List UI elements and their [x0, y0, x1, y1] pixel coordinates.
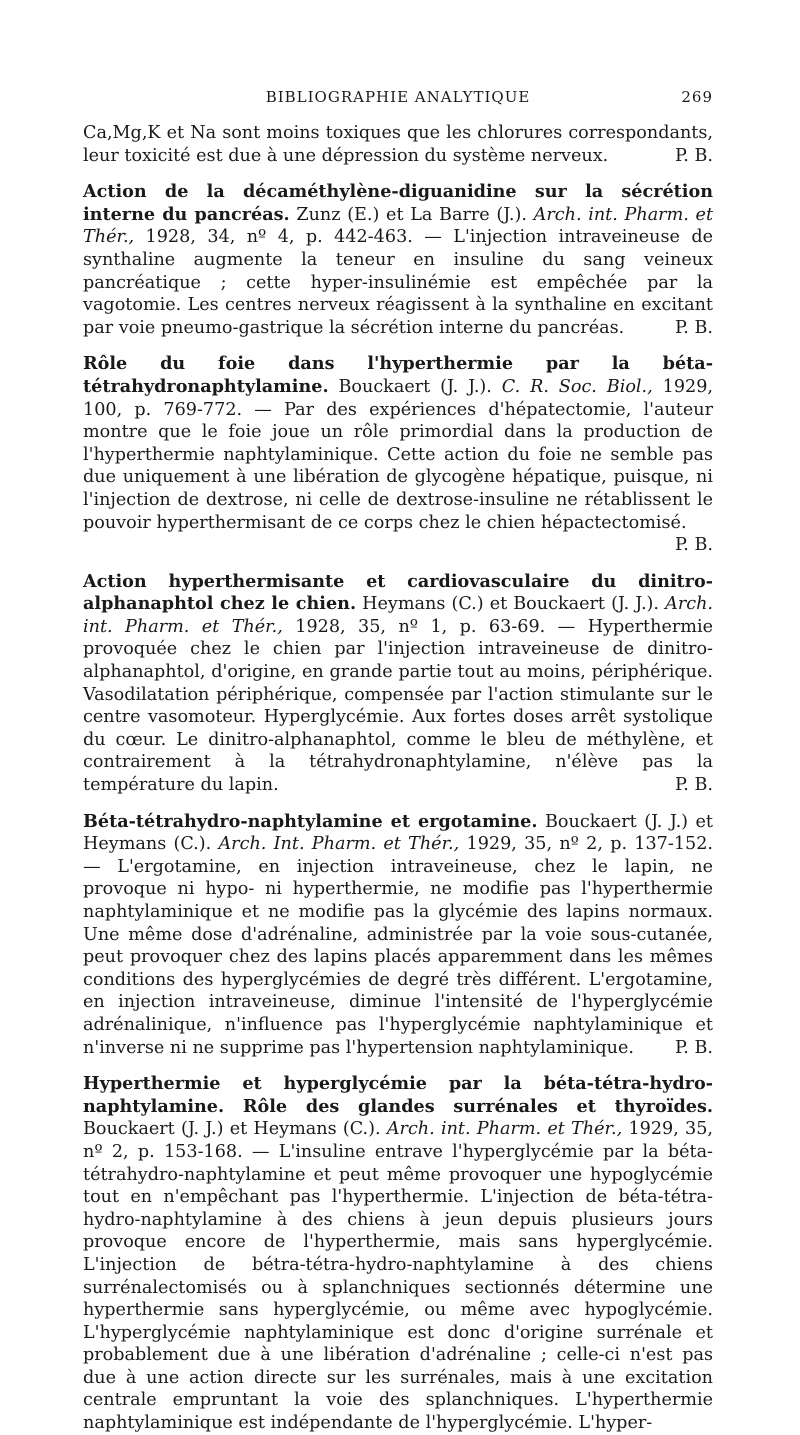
entry-authors: Zunz (E.) et La Barre (J.).: [296, 204, 527, 225]
entry-title: Action de la décaméthylène-diguanidine sur la sécrétion interne du pancréas.: [83, 181, 713, 225]
entry-text: L'ergotamine, en injection intraveineuse, chez le lapin, ne provoque ni hypo- ni hyperthermie, ne modifie pas l'hyperthermie naphtylaminique et ne modifie pas la glycémie des lapins normaux. Une même dose d'adrénaline, administrée par la voie sous-cutanée, peut provoquer chez des lapins placés apparemment dans les mêmes conditions des hyperglycémies de degré très différent. L'ergotamine, en injection intraveineuse, diminue l'intensité de l'hyperglycémie adrénalinique, n'influence pas l'hyperglycémie naphtylaminique et n'inverse ni ne supprime pas l'hypertension naphtylaminique.: [83, 856, 713, 1058]
entry-journal: C. R. Soc. Biol.,: [501, 376, 653, 397]
entry-3: [83, 571, 713, 797]
page-number: 269: [681, 88, 713, 106]
entry-text: L'insuline entrave l'hyperglycémie par la béta-tétrahydro-naphtylamine et peut même provoquer une hypoglycémie tout en n'empêchant pas l'hyperthermie. L'injection de béta-tétra-hydro-naphtylamine à des chiens à jeun depuis plusieurs jours provoque encore de l'hyperthermie, mais sans hyperglycémie. L'injection de bétra-tétra-hydro-naphtylamine à des chiens surrénalectomisés ou à splanchniques sectionnés détermine une hyperthermie sans hyperglycémie, ou même avec hypoglycémie. L'hyperglycémie naphtylaminique est donc d'origine surrénale et probablement due à une libération d'adrénaline ; celle-ci n'est pas due à une action directe sur les surrénales, mais à une excitation centrale empruntant la voie des splanchniques. L'hyperthermie naphtylaminique est indépendante de l'hyperglycémie. L'hyper-: [83, 1141, 713, 1434]
entry-ref: 1929, 35, nº 2, p. 153-168. —: [83, 1119, 714, 1162]
page-body: [83, 122, 713, 1435]
entry-ref: 1929, 100, p. 769-772. —: [83, 376, 714, 420]
intro-paragraph: [83, 122, 713, 167]
entry-signature: P. B.: [675, 535, 713, 556]
entry-ref: 1929, 35, nº 2, p. 137-152. —: [83, 834, 713, 877]
entry-signature: P. B.: [675, 1037, 713, 1058]
entry-authors: Bouckaert (J. J.) et Heymans (C.).: [83, 811, 714, 855]
entry-title: Béta-tétrahydro-naphtylamine et ergotamine.: [83, 810, 538, 832]
entry-2: [83, 353, 713, 556]
entry-ref: 1928, 34, nº 4, p. 442-463. —: [145, 227, 442, 248]
entry-authors: Bouckaert (J. J.) et Heymans (C.).: [83, 1119, 381, 1140]
entry-text: L'injection intraveineuse de synthaline augmente la teneur en insuline du sang veineux pancréatique ; cette hyper-insulinémie est empêchée par la vagotomie. Les centres nerveux réagissent à la synthaline en excitant par voie pneumo-gastrique la sécrétion interne du pancréas.: [83, 227, 713, 338]
entry-journal: Arch. int. Pharm. et Thér.,: [83, 594, 714, 637]
entry-journal: Arch. int. Pharm. et Thér.,: [386, 1119, 623, 1140]
header-title: BIBLIOGRAPHIE ANALYTIQUE: [265, 88, 531, 106]
entry-text: Par des expériences d'hépatectomie, l'auteur montre que le foie joue un rôle primordial dans la production de l'hyperthermie naphtylaminique. Cette action du foie ne semble pas due uniquement à une libération de glycogène hépatique, puisque, ni l'injection de dextrose, ni celle de dextrose-insuline ne rétablissent le pouvoir hyperthermisant de ce corps chez le chien hépactectomisé.: [83, 399, 713, 533]
entry-title: Rôle du foie dans l'hyperthermie par la béta-tétrahydronaphtylamine.: [83, 353, 713, 397]
entry-title: Hyperthermie et hyperglycémie par la béta-tétra-hydro-naphtylamine. Rôle des glandes surrénales et thyroïdes.: [83, 1073, 713, 1117]
entry-authors: Heymans (C.) et Bouckaert (J. J.).: [362, 594, 660, 615]
entry-authors: Bouckaert (J. J.).: [338, 376, 492, 397]
intro-text: Ca,Mg,K et Na sont moins toxiques que les chlorures correspondants, leur toxicité est due à une dépression du système nerveux.: [83, 123, 713, 166]
entry-title: Action hyperthermisante et cardiovasculaire du dinitro-alphanaphtol chez le chien.: [83, 570, 713, 615]
entry-4: [83, 811, 713, 1060]
entry-ref: 1928, 35, nº 1, p. 63-69. —: [295, 616, 576, 637]
entry-signature: P. B.: [675, 317, 713, 338]
intro-signature: P. B.: [675, 145, 713, 166]
entry-signature: P. B.: [675, 775, 713, 796]
entry-journal: Arch. Int. Pharm. et Thér.,: [218, 834, 460, 855]
entry-5: [83, 1073, 713, 1435]
entry-1: [83, 181, 713, 339]
running-header: [83, 88, 713, 112]
entry-journal: Arch. int. Pharm. et Thér.,: [83, 204, 714, 248]
entry-text: Hyperthermie provoquée chez le chien par l'injection intraveineuse de dinitro-alphanaphtol, d'origine, en grande partie tout au moins, périphérique. Vasodilatation périphérique, compensée par l'action stimulante sur le centre vasomoteur. Hyperglycémie. Aux fortes doses arrêt systolique du cœur. Le dinitro-alphanaphtol, comme le bleu de méthylène, et contrairement à la tétrahydronaphtylamine, n'élève pas la température du lapin.: [83, 616, 714, 796]
